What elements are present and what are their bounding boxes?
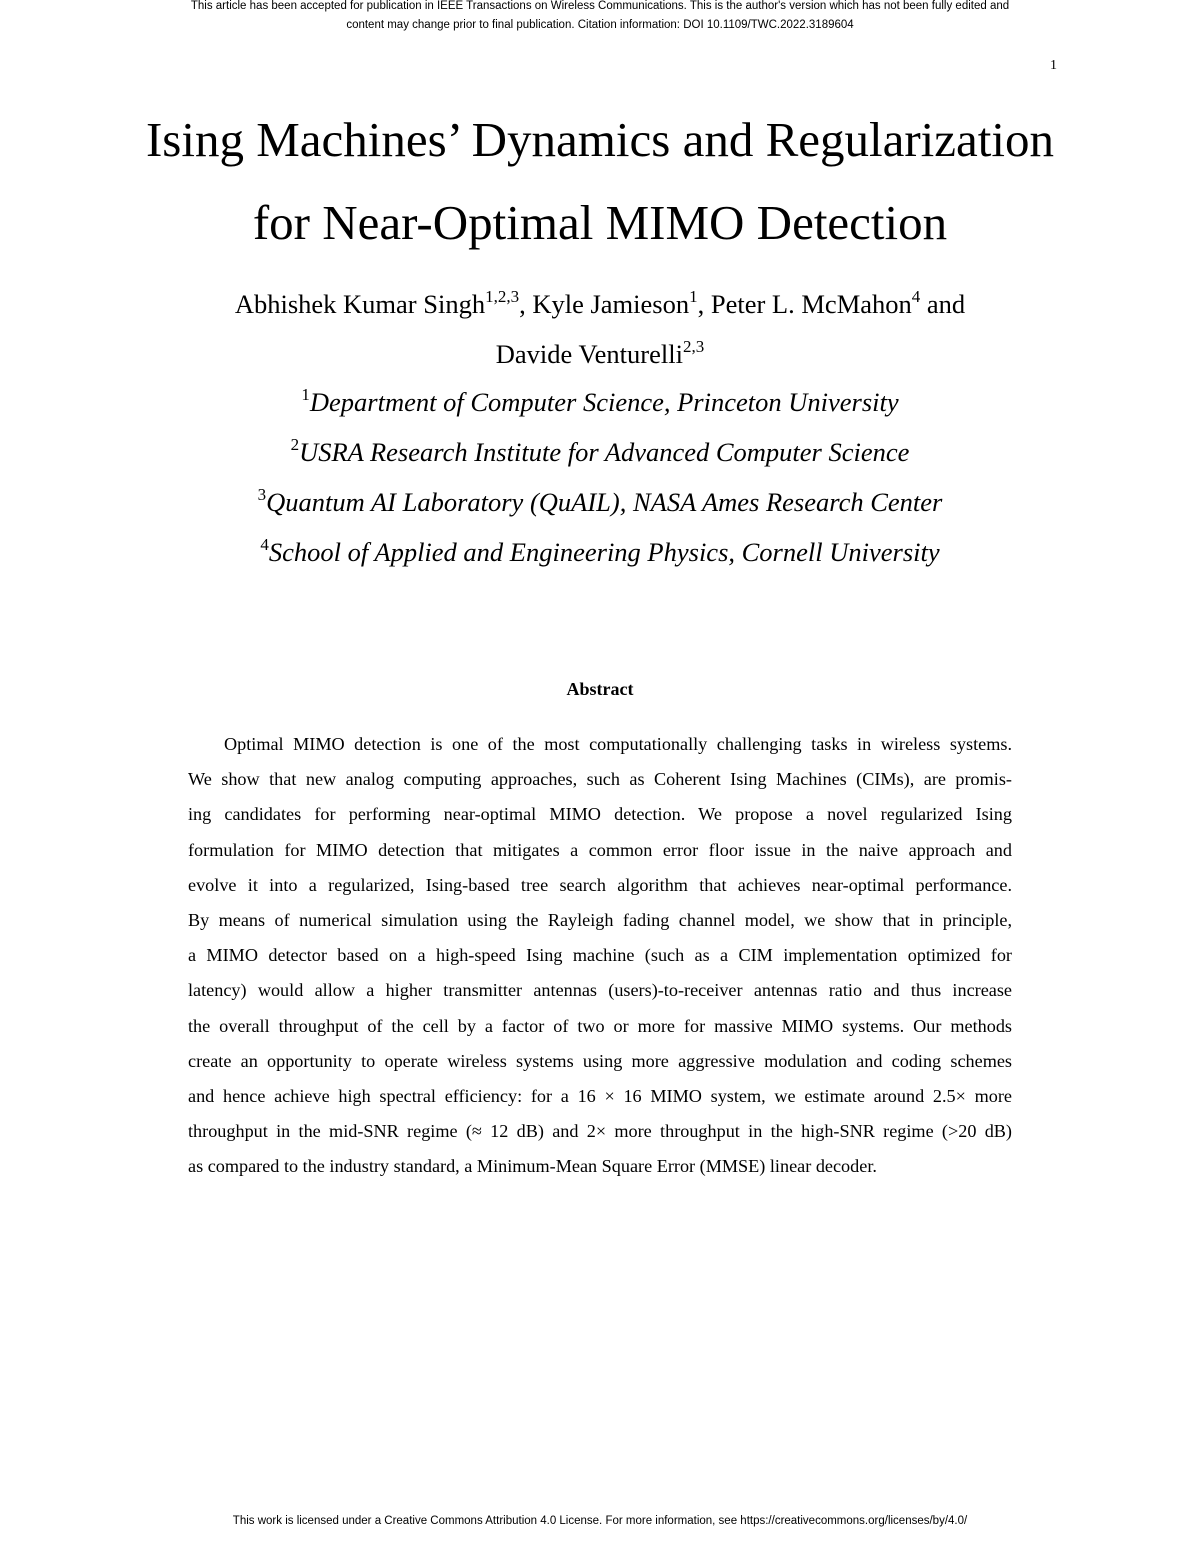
- author-separator: and: [920, 289, 966, 319]
- affiliation-marker: 2: [290, 435, 300, 454]
- abstract-body: [188, 727, 1012, 1184]
- affiliation-text: Quantum AI Laboratory (QuAIL), NASA Ames Research Center: [266, 487, 943, 517]
- abstract-line: formulation for MIMO detection that mitigates a common error floor issue in the naive approach and: [188, 839, 1012, 860]
- affiliation-text: Department of Computer Science, Princeton University: [309, 387, 899, 417]
- abstract-line: create an opportunity to operate wireless systems using more aggressive modulation and coding schemes: [188, 1050, 1012, 1071]
- affiliation-marker: 1: [301, 385, 310, 404]
- author-affiliation-marker: 2,3: [682, 337, 705, 356]
- affiliation-text: USRA Research Institute for Advanced Computer Science: [299, 437, 910, 467]
- page-number: 1: [1050, 58, 1057, 73]
- affiliation-marker: 3: [257, 485, 267, 504]
- abstract-line: a MIMO detector based on a high-speed Ising machine (such as a CIM implementation optimized for: [188, 945, 1012, 966]
- abstract-line: Optimal MIMO detection is one of the most computationally challenging tasks in wireless systems.: [224, 734, 1012, 754]
- paper-title-line-2: for Near-Optimal MIMO Detection: [252, 195, 948, 250]
- abstract-line: the overall throughput of the cell by a factor of two or more for massive MIMO systems. Our methods: [188, 1015, 1012, 1036]
- abstract-line: and hence achieve high spectral efficiency: for a 16 × 16 MIMO system, we estimate around 2.5× more: [188, 1085, 1012, 1106]
- abstract-line: evolve it into a regularized, Ising-based tree search algorithm that achieves near-optimal performance.: [188, 874, 1012, 895]
- affiliation: [0, 527, 1200, 577]
- author-separator: ,: [697, 289, 711, 319]
- abstract-line: ing candidates for performing near-optimal MIMO detection. We propose a novel regularized Ising: [188, 804, 1012, 825]
- author-name: Abhishek Kumar Singh: [234, 289, 486, 319]
- paper-title-line-1: Ising Machines’ Dynamics and Regularization: [145, 112, 1055, 167]
- publication-notice-line-1: This article has been accepted for publication in IEEE Transactions on Wireless Communications. This is the author's version which has not been fully edited and: [190, 0, 1010, 12]
- author-name: Kyle Jamieson: [532, 289, 690, 319]
- author-list: [0, 281, 1200, 381]
- abstract-line: We show that new analog computing approaches, such as Coherent Ising Machines (CIMs), are promis-: [188, 769, 1012, 790]
- author-name: Davide Venturelli: [495, 339, 683, 369]
- affiliation-text: School of Applied and Engineering Physics, Cornell University: [268, 537, 940, 567]
- publication-notice-line-2: content may change prior to final publication. Citation information: DOI 10.1109/TWC.2022.3189604: [346, 19, 854, 31]
- author-affiliation-marker: 1,2,3: [485, 287, 520, 306]
- author-name: Peter L. McMahon: [710, 289, 912, 319]
- abstract-line: as compared to the industry standard, a Minimum-Mean Square Error (MMSE) linear decoder.: [188, 1156, 877, 1177]
- author-line-2: [0, 331, 1200, 381]
- author-separator: ,: [519, 289, 533, 319]
- affiliation-list: [0, 377, 1200, 577]
- affiliation: [0, 377, 1200, 427]
- author-affiliation-marker: 1: [689, 287, 698, 306]
- affiliation-marker: 4: [260, 535, 269, 554]
- paper-title: [0, 98, 1200, 264]
- abstract-line: By means of numerical simulation using the Rayleigh fading channel model, we show that in principle,: [188, 909, 1012, 930]
- license-notice: This work is licensed under a Creative Commons Attribution 4.0 License. For more information, see https://creativecommons.org/licenses/by/4.0/: [232, 1515, 968, 1527]
- publication-notice: [0, 0, 1200, 35]
- author-affiliation-marker: 4: [911, 287, 921, 306]
- abstract-heading: Abstract: [566, 679, 634, 699]
- abstract-line: throughput in the mid-SNR regime (≈ 12 dB) and 2× more throughput in the high-SNR regime (>20 dB): [188, 1121, 1012, 1142]
- affiliation: [0, 427, 1200, 477]
- affiliation: [0, 477, 1200, 527]
- abstract-line: latency) would allow a higher transmitter antennas (users)-to-receiver antennas ratio and thus increase: [188, 980, 1012, 1001]
- author-line-1: [0, 281, 1200, 331]
